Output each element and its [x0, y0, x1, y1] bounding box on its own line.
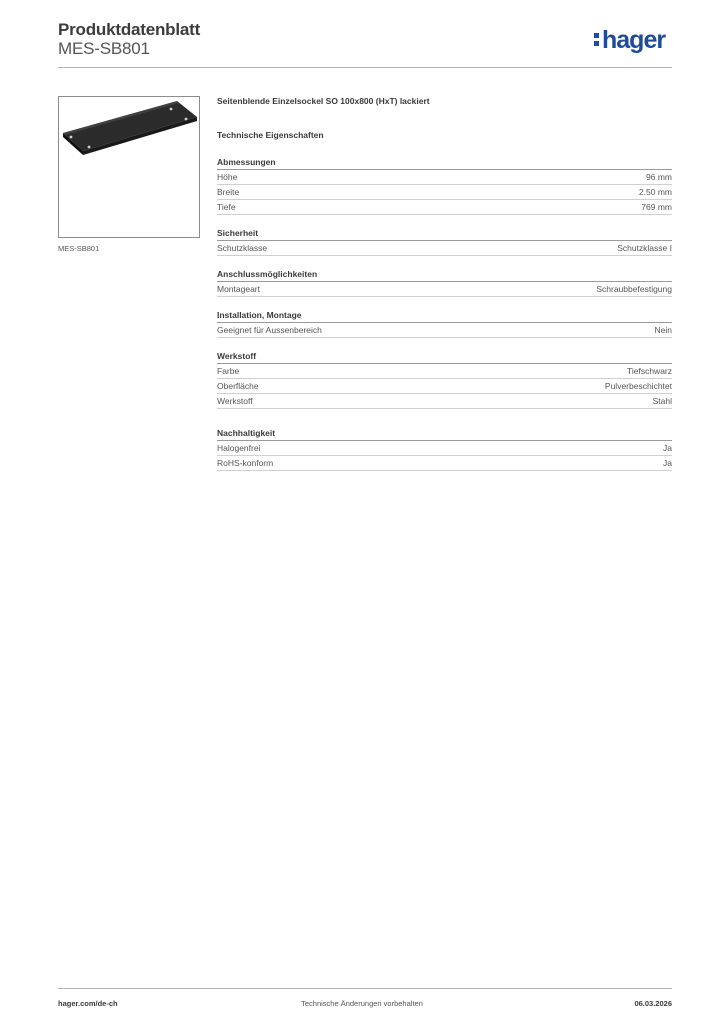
- section-title: Nachhaltigkeit: [217, 427, 672, 441]
- spec-value: Tiefschwarz: [626, 366, 672, 376]
- spec-section-sicherheit: [217, 227, 672, 256]
- footer-date: 06.03.2026: [634, 999, 672, 1008]
- mounting-hole: [70, 136, 73, 139]
- spec-section-installation: [217, 309, 672, 338]
- spec-content: [217, 96, 672, 471]
- spec-label: Montageart: [217, 284, 260, 294]
- section-title: Anschlussmöglichkeiten: [217, 268, 672, 282]
- spec-section-abmessungen: [217, 156, 672, 215]
- section-title: Installation, Montage: [217, 309, 672, 323]
- spec-value: 2.50 mm: [638, 187, 672, 197]
- section-title: Abmessungen: [217, 156, 672, 170]
- footer-disclaimer: Technische Änderungen vorbehalten: [301, 999, 423, 1008]
- header-divider: [58, 67, 672, 68]
- spec-value: Nein: [654, 325, 672, 335]
- tech-properties-heading: Technische Eigenschaften: [217, 130, 324, 140]
- image-caption: MES-SB801: [58, 244, 100, 253]
- spec-label: Farbe: [217, 366, 240, 376]
- spec-row: [217, 364, 672, 379]
- spec-label: Werkstoff: [217, 396, 253, 406]
- spec-row: [217, 170, 672, 185]
- spec-value: Stahl: [652, 396, 672, 406]
- footer-website-link[interactable]: hager.com/de-ch: [58, 999, 118, 1008]
- spec-value: Schutzklasse I: [617, 243, 672, 253]
- spec-row: [217, 379, 672, 394]
- side-panel-image: [59, 97, 199, 237]
- spec-label: Geeignet für Aussenbereich: [217, 325, 322, 335]
- logo-dots-icon: [594, 30, 601, 48]
- spec-label: RoHS-konform: [217, 458, 274, 468]
- mounting-hole: [170, 108, 173, 111]
- spec-label: Oberfläche: [217, 381, 259, 391]
- page-title: Produktdatenblatt: [58, 20, 201, 39]
- spec-row: [217, 323, 672, 338]
- hager-logo: [594, 28, 665, 53]
- spec-value: 96 mm: [646, 172, 672, 182]
- spec-section-nachhaltigkeit: [217, 427, 672, 471]
- spec-row: [217, 241, 672, 256]
- spec-value: 769 mm: [641, 202, 672, 212]
- spec-value: Ja: [663, 458, 672, 468]
- spec-row: [217, 282, 672, 297]
- spec-value: Ja: [663, 443, 672, 453]
- spec-section-werkstoff: [217, 350, 672, 409]
- spec-row: [217, 200, 672, 215]
- product-image: [58, 96, 200, 238]
- spec-section-anschluss: [217, 268, 672, 297]
- spec-value: Pulverbeschichtet: [604, 381, 672, 391]
- spec-row: [217, 441, 672, 456]
- section-title: Sicherheit: [217, 227, 672, 241]
- product-description: Seitenblende Einzelsockel SO 100x800 (HxT) lackiert: [217, 96, 430, 106]
- spec-label: Schutzklasse: [217, 243, 268, 253]
- spec-label: Breite: [217, 187, 240, 197]
- spec-row: [217, 185, 672, 200]
- spec-label: Höhe: [217, 172, 238, 182]
- footer-divider: [58, 988, 672, 989]
- product-code: MES-SB801: [58, 39, 150, 58]
- mounting-hole: [88, 146, 91, 149]
- spec-row: [217, 456, 672, 471]
- spec-row: [217, 394, 672, 409]
- mounting-hole: [185, 118, 188, 121]
- logo-text: hager: [602, 26, 666, 54]
- spec-label: Halogenfrei: [217, 443, 261, 453]
- spec-label: Tiefe: [217, 202, 236, 212]
- section-title: Werkstoff: [217, 350, 672, 364]
- spec-value: Schraubbefestigung: [596, 284, 672, 294]
